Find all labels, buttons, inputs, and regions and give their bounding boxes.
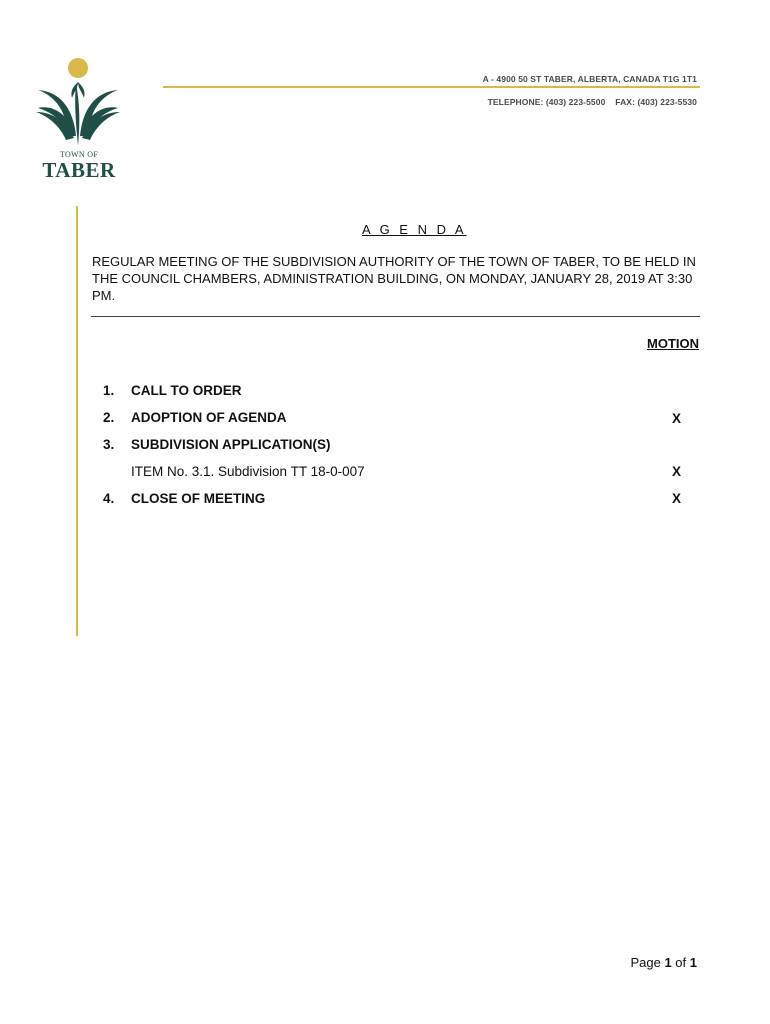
motion-mark: X	[672, 491, 682, 506]
item-number: 4.	[103, 491, 115, 506]
item-label: CALL TO ORDER	[131, 383, 242, 398]
item-label: ITEM No. 3.1. Subdivision TT 18-0-007	[131, 464, 365, 479]
address-line: A - 4900 50 ST TABER, ALBERTA, CANADA T1G 1T1	[482, 74, 697, 84]
phone-fax-line: TELEPHONE: (403) 223-5500 FAX: (403) 223-5530	[487, 97, 697, 107]
left-margin-rule	[76, 206, 78, 636]
item-label: ADOPTION OF AGENDA	[131, 410, 287, 425]
motion-mark: X	[672, 464, 682, 479]
motion-mark: X	[672, 411, 682, 426]
header-divider	[163, 86, 700, 88]
section-divider	[91, 316, 700, 317]
item-number: 2.	[103, 410, 115, 425]
logo-town-of-text: TOWN OF	[59, 150, 99, 159]
motion-column-header: MOTION	[647, 336, 699, 351]
page-current: 1	[664, 955, 672, 970]
page-word: Page	[630, 955, 661, 970]
agenda-title: A G E N D A	[362, 222, 467, 237]
item-number: 3.	[103, 437, 115, 452]
page-total: 1	[689, 955, 697, 970]
logo-taber-text: TABER	[42, 158, 116, 182]
item-label: CLOSE OF MEETING	[131, 491, 266, 506]
meeting-description: REGULAR MEETING OF THE SUBDIVISION AUTHORITY OF THE TOWN OF TABER, TO BE HELD IN THE COUNCIL CHAMBERS, ADMINISTRATION BUILDING, ON MONDAY, JANUARY 28, 2019 AT 3:30 PM.	[92, 254, 696, 303]
of-word: of	[675, 955, 687, 970]
logo-emblem-icon	[34, 54, 124, 154]
town-logo	[34, 54, 124, 184]
page-number	[630, 955, 697, 970]
item-label: SUBDIVISION APPLICATION(S)	[131, 437, 331, 452]
item-number: 1.	[103, 383, 115, 398]
